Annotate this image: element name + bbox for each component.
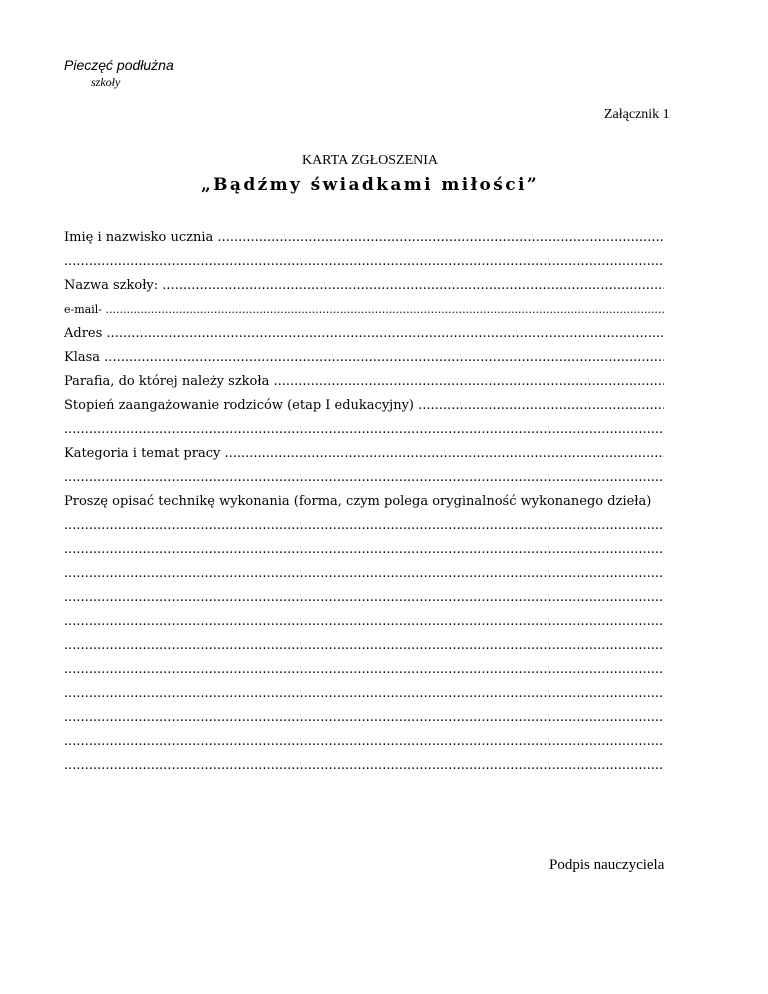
field-parents-involvement[interactable] <box>64 396 664 416</box>
form-subtitle: „Bądźmy świadkami miłości” <box>200 175 540 195</box>
field-label: Adres ..... <box>64 326 664 341</box>
field-label: Kategoria i temat pracy ..... <box>64 446 664 461</box>
technique-line[interactable] <box>64 684 664 704</box>
stamp-label: Pieczęć podłużna <box>64 57 174 73</box>
annex-label: Załącznik 1 <box>604 107 670 122</box>
technique-line[interactable] <box>64 732 664 752</box>
field-label: Stopień zaangażowanie rodziców (etap I edukacyjny) ..... <box>64 398 664 413</box>
stamp-sublabel: szkoły <box>91 75 121 89</box>
field-label: Parafia, do której należy szkoła ..... <box>64 374 664 389</box>
field-class[interactable] <box>64 348 664 368</box>
technique-line[interactable] <box>64 516 664 536</box>
teacher-signature-label: Podpis nauczyciela <box>549 857 665 873</box>
field-student-name[interactable] <box>64 228 664 248</box>
technique-line[interactable] <box>64 612 664 632</box>
field-label: Proszę opisać technikę wykonania (forma, czym polega oryginalność wykonanego dzieła) <box>64 494 652 509</box>
technique-line[interactable] <box>64 708 664 728</box>
field-parish[interactable] <box>64 372 664 392</box>
field-blank-line[interactable] <box>64 420 664 440</box>
technique-line[interactable] <box>64 756 664 776</box>
form-title: KARTA ZGŁOSZENIA <box>301 153 439 168</box>
field-label: Klasa ..... <box>64 350 664 365</box>
technique-line[interactable] <box>64 540 664 560</box>
field-email[interactable] <box>64 300 664 320</box>
technique-line[interactable] <box>64 564 664 584</box>
field-technique-label <box>64 492 664 512</box>
field-label: e-mail- ..... <box>64 303 664 316</box>
field-blank-line[interactable] <box>64 252 664 272</box>
field-school-name[interactable] <box>64 276 664 296</box>
field-label: Imię i nazwisko ucznia ..... <box>64 230 664 245</box>
technique-line[interactable] <box>64 660 664 680</box>
field-blank-line[interactable] <box>64 468 664 488</box>
technique-line[interactable] <box>64 636 664 656</box>
field-category-topic[interactable] <box>64 444 664 464</box>
field-label: Nazwa szkoły: ..... <box>64 278 664 293</box>
field-address[interactable] <box>64 324 664 344</box>
technique-line[interactable] <box>64 588 664 608</box>
